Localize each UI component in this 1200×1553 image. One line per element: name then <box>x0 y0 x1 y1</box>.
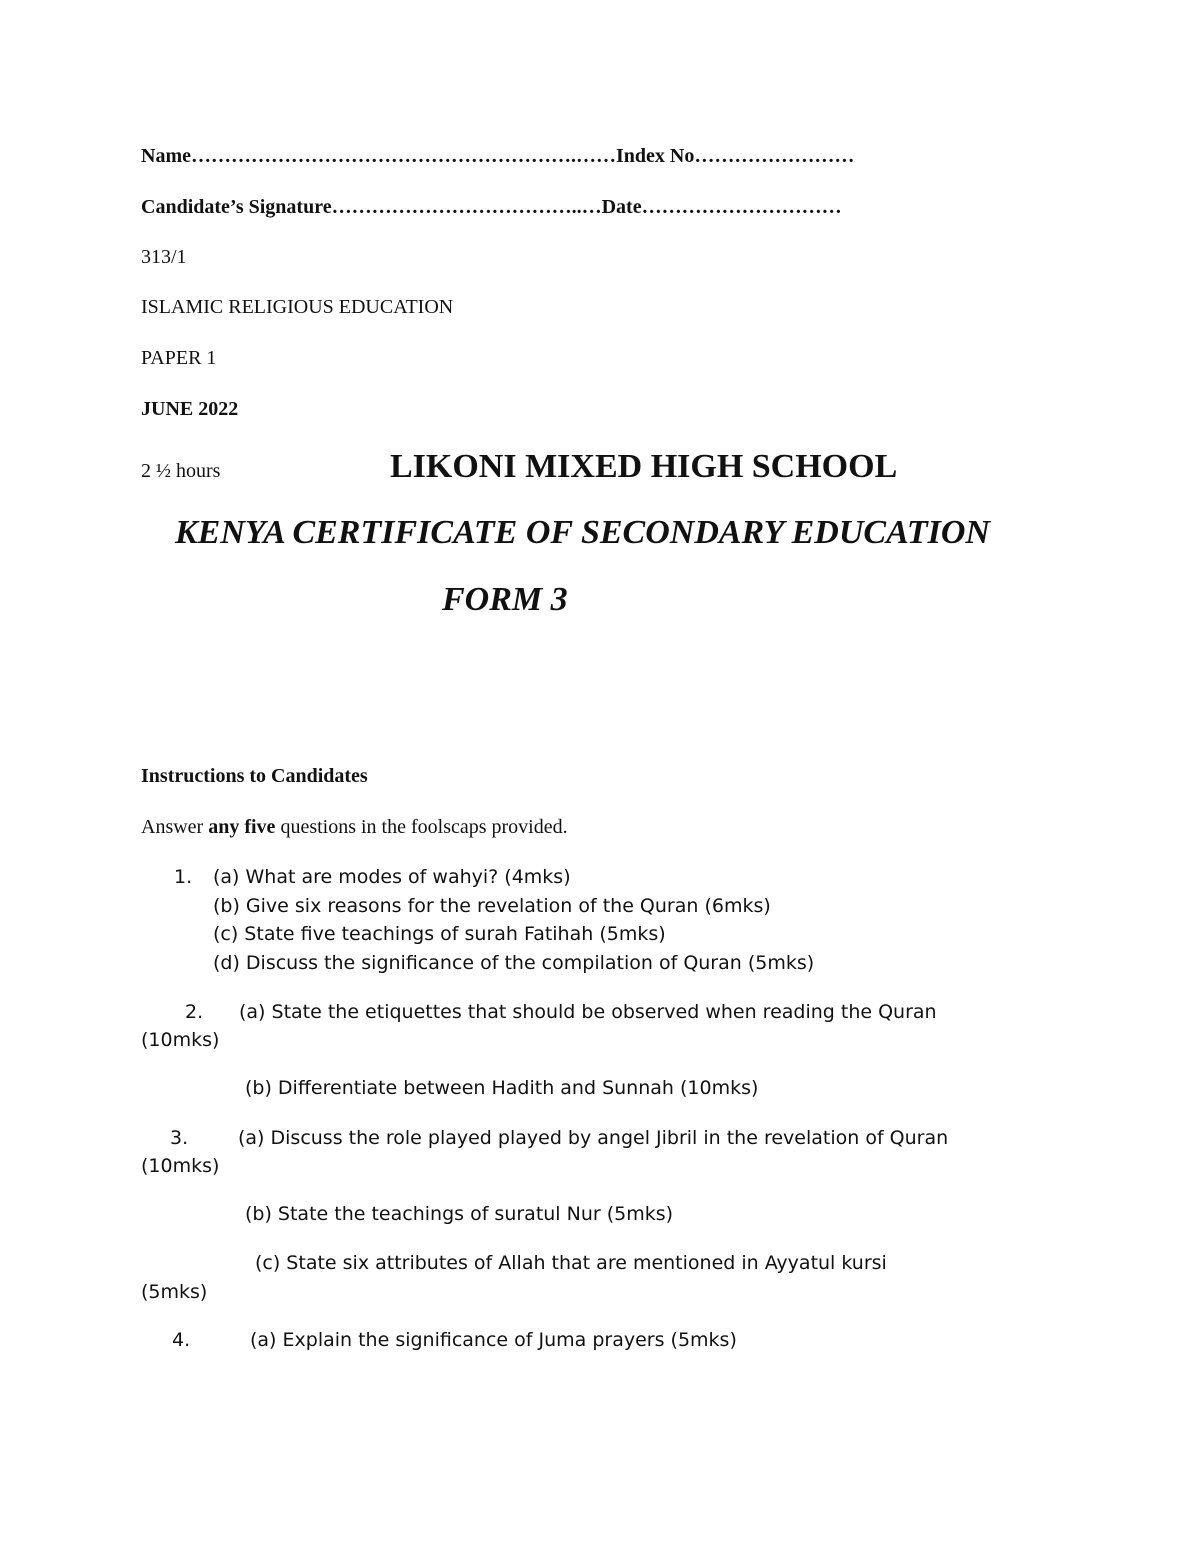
question-3c: (c) State six attributes of Allah that are mentioned in Ayyatul kursi <box>255 1252 887 1274</box>
duration: 2 ½ hours <box>141 460 221 482</box>
question-1-number: 1. <box>174 866 193 888</box>
name-index-line: Name………………………………………………….……Index No…………………… <box>141 145 855 167</box>
question-3b: (b) State the teachings of suratul Nur (5mks) <box>245 1203 674 1225</box>
instructions-suffix: questions in the foolscaps provided. <box>275 816 568 838</box>
exam-date: JUNE 2022 <box>141 398 239 420</box>
question-3-number: 3. <box>170 1127 189 1149</box>
form-level: FORM 3 <box>442 581 568 618</box>
question-4-number: 4. <box>172 1329 191 1351</box>
instructions-text <box>141 816 568 839</box>
exam-title: KENYA CERTIFICATE OF SECONDARY EDUCATION <box>175 514 990 551</box>
instructions-emphasis: any five <box>208 816 276 838</box>
question-3a: (a) Discuss the role played played by angel Jibril in the revelation of Quran <box>238 1127 949 1149</box>
instructions-prefix: Answer <box>141 816 209 838</box>
paper-code: 313/1 <box>141 246 187 268</box>
question-3c-marks: (5mks) <box>141 1281 208 1303</box>
question-3a-marks: (10mks) <box>141 1155 220 1177</box>
question-2b: (b) Differentiate between Hadith and Sunnah (10mks) <box>245 1077 759 1099</box>
question-1c: (c) State five teachings of surah Fatihah (5mks) <box>213 923 666 945</box>
question-2a-marks: (10mks) <box>141 1029 220 1051</box>
instructions-heading: Instructions to Candidates <box>141 765 368 787</box>
signature-date-line: Candidate’s Signature………………………………..…Date………………………… <box>141 196 842 218</box>
question-2-number: 2. <box>185 1001 204 1023</box>
question-2a: (a) State the etiquettes that should be observed when reading the Quran <box>239 1001 937 1023</box>
question-4a: (a) Explain the significance of Juma prayers (5mks) <box>250 1329 737 1351</box>
school-name: LIKONI MIXED HIGH SCHOOL <box>390 448 898 485</box>
question-1b: (b) Give six reasons for the revelation of the Quran (6mks) <box>213 895 771 917</box>
subject-title: ISLAMIC RELIGIOUS EDUCATION <box>141 296 454 318</box>
question-1a: (a) What are modes of wahyi? (4mks) <box>213 866 571 888</box>
question-1d: (d) Discuss the significance of the compilation of Quran (5mks) <box>213 952 815 974</box>
paper-number: PAPER 1 <box>141 347 217 369</box>
